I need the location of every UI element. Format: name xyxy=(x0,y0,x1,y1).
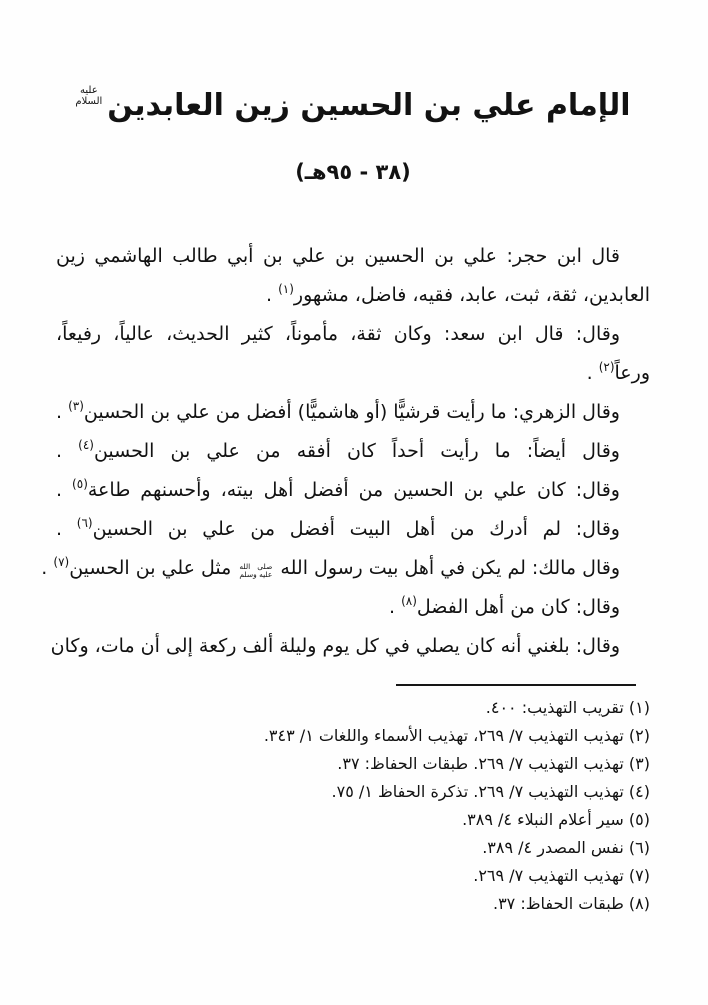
paragraph-line: وقال أيضاً: ما رأيت أحداً كان أفقه من علي بن الحسين$^{(٤)}$ . xyxy=(56,438,620,462)
paragraph-line: وقال الزهري: ما رأيت قرشيًّا (أو هاشميًّا) أفضل من علي بن الحسين$^{(٣)}$ . xyxy=(56,399,620,423)
footnote-item: (١) تقريب التهذيب: ٤٠٠. xyxy=(485,698,650,717)
footnote-ref: (١) xyxy=(278,282,294,296)
alayhi-salam-mark: عليه السلام xyxy=(75,85,103,107)
paragraph-line: وقال: قال ابن سعد: وكان ثقة، مأموناً، كثير الحديث، عالياً، رفيعاً، xyxy=(56,323,620,345)
paragraph-line: وقال: كان علي بن الحسين من أفضل أهل بيته، وأحسنهم طاعة$^{(٥)}$ . xyxy=(56,477,620,501)
footnote-ref: (٢) xyxy=(598,360,615,374)
footnote-item: (٢) تهذيب التهذيب ٧/ ٢٦٩، تهذيب الأسماء واللغات ١/ ٣٤٣. xyxy=(263,726,650,745)
footnotes xyxy=(56,694,650,918)
paragraph-line: قال ابن حجر: علي بن الحسين بن علي بن أبي طالب الهاشمي زين xyxy=(56,245,620,267)
chapter-title-text: الإمام علي بن الحسين زين العابدين xyxy=(107,88,631,123)
chapter-title xyxy=(56,84,650,128)
footnote-ref: (٥) xyxy=(72,477,88,491)
body-text xyxy=(41,237,650,666)
paragraph-line: العابدين، ثقة، ثبت، عابد، فقيه، فاضل، مشهور$^{(١)}$ . xyxy=(265,282,650,306)
footnote-ref: (٦) xyxy=(76,516,93,530)
footnote-ref: (٤) xyxy=(78,438,94,452)
sallallahu-alayhi-wasallam-mark: صلى الله عليه وسلم xyxy=(239,562,273,579)
footnote-ref: (٨) xyxy=(401,594,417,608)
footnote-item: (٥) سير أعلام النبلاء ٤/ ٣٨٩. xyxy=(462,810,650,829)
footnote-ref: (٧) xyxy=(53,555,70,569)
footnote-item: (٧) تهذيب التهذيب ٧/ ٢٦٩. xyxy=(473,866,650,885)
footnote-item: (٤) تهذيب التهذيب ٧/ ٢٦٩. تذكرة الحفاظ ١/ ٧٥. xyxy=(331,782,650,801)
footnote-item: (٨) طبقات الحفاظ: ٣٧. xyxy=(492,894,650,913)
paragraph-line: وقال: بلغني أنه كان يصلي في كل يوم وليلة ألف ركعة إلى أن مات، وكان xyxy=(50,635,620,657)
paragraph-line: ورعاً$^{(٢)}$ . xyxy=(586,360,650,384)
paragraph-line: وقال مالك: لم يكن في أهل بيت رسول الله صلى الله عليه وسلم مثل علي بن الحسين$^{(٧)}$ . xyxy=(41,555,620,579)
footnote-separator xyxy=(396,684,636,686)
paragraph-line: وقال: كان من أهل الفضل$^{(٨)}$ . xyxy=(389,594,620,618)
paragraph-line: وقال: لم أدرك من أهل البيت أفضل من علي بن الحسين$^{(٦)}$ . xyxy=(56,516,620,540)
chapter-dates: (٣٨ - ٩٥هـ) xyxy=(295,160,411,184)
footnote-item: (٦) نفس المصدر ٤/ ٣٨٩. xyxy=(482,838,650,857)
footnote-ref: (٣) xyxy=(68,399,84,413)
footnote-item: (٣) تهذيب التهذيب ٧/ ٢٦٩. طبقات الحفاظ: ٣٧. xyxy=(337,754,650,773)
